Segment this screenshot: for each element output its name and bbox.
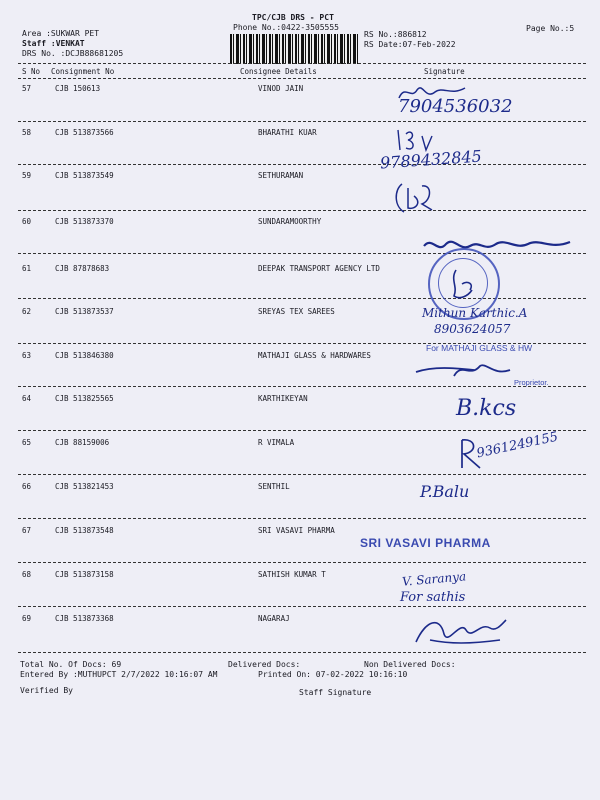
row-consignment: CJB 513873566 xyxy=(55,128,114,137)
row-consignee: SETHURAMAN xyxy=(258,171,304,180)
row-consignee: DEEPAK TRANSPORT AGENCY LTD xyxy=(258,264,380,273)
stamp-sri-vasavi: SRI VASAVI PHARMA xyxy=(360,536,491,550)
row-sno: 57 xyxy=(22,84,32,93)
row-sno: 58 xyxy=(22,128,32,137)
table-row xyxy=(0,167,600,211)
row-sno: 68 xyxy=(22,570,32,579)
row-sno: 66 xyxy=(22,482,32,491)
row-consignment: CJB 513846380 xyxy=(55,351,114,360)
row-consignee: SATHISH KUMAR T xyxy=(258,570,326,579)
row-divider xyxy=(18,518,586,519)
row-consignment: CJB 513873548 xyxy=(55,526,114,535)
non-delivered-docs: Non Delivered Docs: xyxy=(364,660,456,669)
phone-number: Phone No.:0422-3505555 xyxy=(233,23,339,32)
row-consignment: CJB 513825565 xyxy=(55,394,114,403)
handwritten-name-68: V. Saranya xyxy=(401,569,467,589)
staff-signature: Staff Signature xyxy=(299,688,372,697)
row-divider xyxy=(18,430,586,431)
col-signature: Signature xyxy=(424,67,465,76)
row-consignee: KARTHIKEYAN xyxy=(258,394,308,403)
delivered-docs: Delivered Docs: xyxy=(228,660,301,669)
total-docs: Total No. Of Docs: 69 xyxy=(20,660,122,669)
row-divider xyxy=(18,652,586,653)
row-consignment: CJB 513873370 xyxy=(55,217,114,226)
row-consignee: NAGARAJ xyxy=(258,614,290,623)
row-consignment: CJB 87878683 xyxy=(55,264,110,273)
row-divider xyxy=(18,121,586,122)
row-consignee: BHARATHI KUAR xyxy=(258,128,317,137)
table-row xyxy=(0,610,600,654)
row-consignee: SREYAS TEX SAREES xyxy=(258,307,335,316)
row-divider xyxy=(18,298,586,299)
handwritten-name-64: B.kcs xyxy=(456,396,517,421)
row-sno: 59 xyxy=(22,171,32,180)
row-consignment: CJB 513873158 xyxy=(55,570,114,579)
signature-63 xyxy=(414,356,514,382)
table-row xyxy=(0,566,600,610)
page-number: Page No.:5 xyxy=(526,24,575,33)
verified-by: Verified By xyxy=(20,686,73,695)
handwritten-name-66: P.Balu xyxy=(420,482,470,501)
table-row xyxy=(0,478,600,522)
area-label: Area :SUKWAR PET xyxy=(22,29,100,38)
row-divider xyxy=(18,386,586,387)
table-row xyxy=(0,522,600,566)
row-consignee: MATHAJI GLASS & HARDWARES xyxy=(258,351,371,360)
stamp-mathaji: For MATHAJI GLASS & HW xyxy=(426,343,533,353)
row-sno: 65 xyxy=(22,438,32,447)
handwritten-phone-58: 9789432845 xyxy=(379,146,483,173)
row-sno: 69 xyxy=(22,614,32,623)
handwritten-phone-61: 8903624057 xyxy=(434,322,511,336)
drs-number: DRS No. :DCJB88681205 xyxy=(22,49,124,58)
row-sno: 63 xyxy=(22,351,32,360)
row-consignee: R VIMALA xyxy=(258,438,295,447)
table-row xyxy=(0,124,600,168)
signature-69 xyxy=(410,610,510,650)
columns-divider xyxy=(18,78,586,79)
col-sno: S No xyxy=(22,67,41,76)
row-divider xyxy=(18,606,586,607)
staff-label: Staff :VENKAT xyxy=(22,39,85,48)
row-divider xyxy=(18,210,586,211)
row-sno: 61 xyxy=(22,264,32,273)
row-consignment: CJB 88159006 xyxy=(55,438,110,447)
row-sno: 62 xyxy=(22,307,32,316)
handwritten-phone-65: 9361249155 xyxy=(475,429,560,462)
handwritten-phone-57: 7904536032 xyxy=(398,96,513,117)
entered-by: Entered By :MUTHUPCT 2/7/2022 10:16:07 AM xyxy=(20,670,218,679)
stamp-proprietor: Proprietor. xyxy=(514,378,549,387)
row-consignee: SUNDARAMOORTHY xyxy=(258,217,322,226)
handwritten-note-68: For sathis xyxy=(400,590,466,605)
doc-title: TPC/CJB DRS - PCT xyxy=(252,13,334,22)
row-consignment: CJB 150613 xyxy=(55,84,101,93)
row-sno: 60 xyxy=(22,217,32,226)
row-consignee: VINOD JAIN xyxy=(258,84,304,93)
row-consignee: SRI VASAVI PHARMA xyxy=(258,526,335,535)
signature-59 xyxy=(392,180,438,216)
row-consignment: CJB 513873537 xyxy=(55,307,114,316)
row-divider xyxy=(18,164,586,165)
row-divider xyxy=(18,562,586,563)
col-consignment: Consignment No xyxy=(51,67,115,76)
row-consignment: CJB 513873549 xyxy=(55,171,114,180)
col-consignee: Consignee Details xyxy=(240,67,317,76)
row-sno: 64 xyxy=(22,394,32,403)
signature-61 xyxy=(446,266,480,306)
header-divider xyxy=(18,63,586,64)
printed-on: Printed On: 07-02-2022 10:16:10 xyxy=(258,670,408,679)
row-consignee: SENTHIL xyxy=(258,482,290,491)
rs-number: RS No.:886812 xyxy=(364,30,427,39)
row-consignment: CJB 513873368 xyxy=(55,614,114,623)
handwritten-name-61: Mithun Karthic.A xyxy=(422,306,528,320)
row-consignment: CJB 513821453 xyxy=(55,482,114,491)
row-divider xyxy=(18,474,586,475)
rs-date: RS Date:07-Feb-2022 xyxy=(364,40,456,49)
row-sno: 67 xyxy=(22,526,32,535)
barcode xyxy=(230,34,358,64)
